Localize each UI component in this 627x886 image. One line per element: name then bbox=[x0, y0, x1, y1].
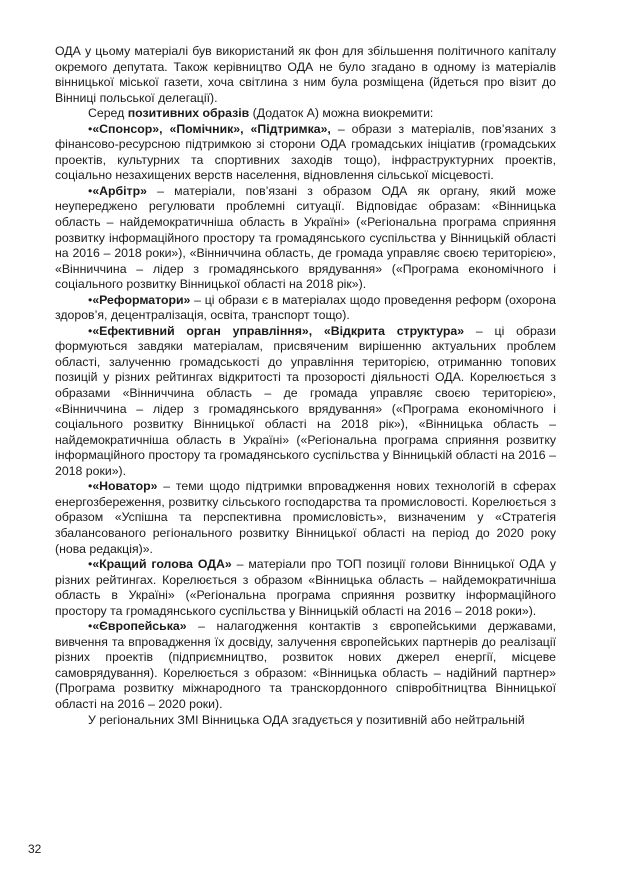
list-item-text: – образи з матеріалів, пов’язаних з фінансово-ресурсною підтримкою зі сторони ОДА громадських ініціатив (громадських проектів, культурних та спортивних заходів тощо), інфраструктурних проектів, соціально незахищених верств населення, відновлення сільської місцевості. bbox=[55, 121, 557, 183]
list-item-arbiter bbox=[55, 184, 556, 293]
list-item-title: «Реформатори» bbox=[92, 292, 191, 307]
list-item-title: «Новатор» bbox=[92, 479, 158, 494]
list-item-text: – матеріали, пов’язані з образом ОДА як органу, який може неупереджено регулювати проблемні ситуації. Відповідає образам: «Вінницька область – найдемократичніша область в Україні» («Регіональна програма сприяння розвитку інформаційного простору та громадянського суспільства у Вінницькій області на 2016 – 2018 роки»), «Вінниччина область, де громада управляє своєю територією», «Вінниччина – лідер з громадянського врядування» («Програма економічного і соціального розвитку Вінницької області на 2018 рік»). bbox=[55, 183, 556, 292]
lead-bold-term: позитивних образів bbox=[127, 106, 250, 121]
paragraph-lead bbox=[55, 106, 556, 122]
body-text bbox=[55, 44, 556, 728]
paragraph-intro: ОДА у цьому матеріалі був використаний як фон для збільшення політичного капіталу окремого депутата. Також керівництво ОДА не було згадано в одному із матеріалів вінницької міської газети, хоча світлина з ним була розміщена (йдеться про візит до Вінниці польської делегації). bbox=[55, 44, 556, 105]
list-item-text: – теми щодо підтримки впровадження нових технологій в сферах енергозбереження, розвитку сільського господарства та промисловості. Корелюється з образом «Успішна та перспективна промисловість», визначеним у «Стратегія збалансованого регіонального розвитку Вінницької області на період до 2020 року (нова редакція)». bbox=[55, 479, 556, 556]
paragraph-final: У регіональних ЗМІ Вінницька ОДА згадується у позитивній або нейтральній bbox=[88, 712, 525, 727]
list-item-innovator bbox=[55, 479, 556, 557]
list-item-reformers bbox=[55, 293, 556, 324]
list-item-effective-authority bbox=[55, 324, 556, 479]
list-item-text: – ці образи формуються завдяки матеріалам, присвяченим вирішенню актуальних проблем області, залученню громадськості до управління територією, отриманню топових позицій у різних рейтингах відкритості та прозорості діяльності ОДА. Корелюється з образами «Вінниччина область – де громада управляє своєю територією», «Вінниччина – лідер з громадянського врядування» («Програма економічного і соціального розвитку Вінницької області на 2018 рік»), «Вінницька область – найдемократичніша область в Україні» («Регіональна програма сприяння розвитку інформаційного простору та громадянського суспільства у Вінницькій області на 2016 – 2018 роки»). bbox=[55, 323, 557, 478]
list-item-title: «Арбітр» bbox=[92, 183, 147, 198]
list-item-title: «Кращий голова ОДА» bbox=[92, 557, 232, 572]
list-item-text: – налагодження контактів з європейськими державами, вивчення та впровадження їх досвіду, залучення європейських партнерів до реалізації різних проектів (підприємництво, розвиток нових джерел енергії, місцеве самоврядування). Корелюється з образом: «Вінницька область – надійний партнер» (Програма розвитку міжнародного та транскордонного співробітництва Вінницької області на 2016 – 2020 роки). bbox=[55, 619, 556, 711]
list-item-title: «Ефективний орган управління», «Відкрита структура» bbox=[92, 323, 465, 338]
list-item-european bbox=[55, 619, 556, 712]
list-item-best-head bbox=[55, 557, 556, 619]
page-number: 32 bbox=[28, 842, 42, 856]
list-item-title: «Спонсор», «Помічник», «Підтримка», bbox=[92, 121, 331, 136]
list-item-text: – ці образи є в матеріалах щодо проведення реформ (охорона здоров’я, децентралізація, освіта, транспорт тощо). bbox=[55, 292, 556, 323]
list-item-sponsor bbox=[55, 122, 556, 184]
list-item-text: – матеріали про ТОП позиції голови Вінницької ОДА у різних рейтингах. Корелюється з образом «Вінницька область – найдемократичніша область в Україні» («Регіональна програма сприяння розвитку інформаційного простору та громадянського суспільства у Вінницькій області на 2016 – 2018 роки»). bbox=[55, 557, 556, 618]
lead-text-start: Серед bbox=[88, 106, 128, 121]
lead-text-end: (Додаток А) можна виокремити: bbox=[249, 106, 434, 121]
list-item-title: «Європейська» bbox=[92, 619, 187, 634]
